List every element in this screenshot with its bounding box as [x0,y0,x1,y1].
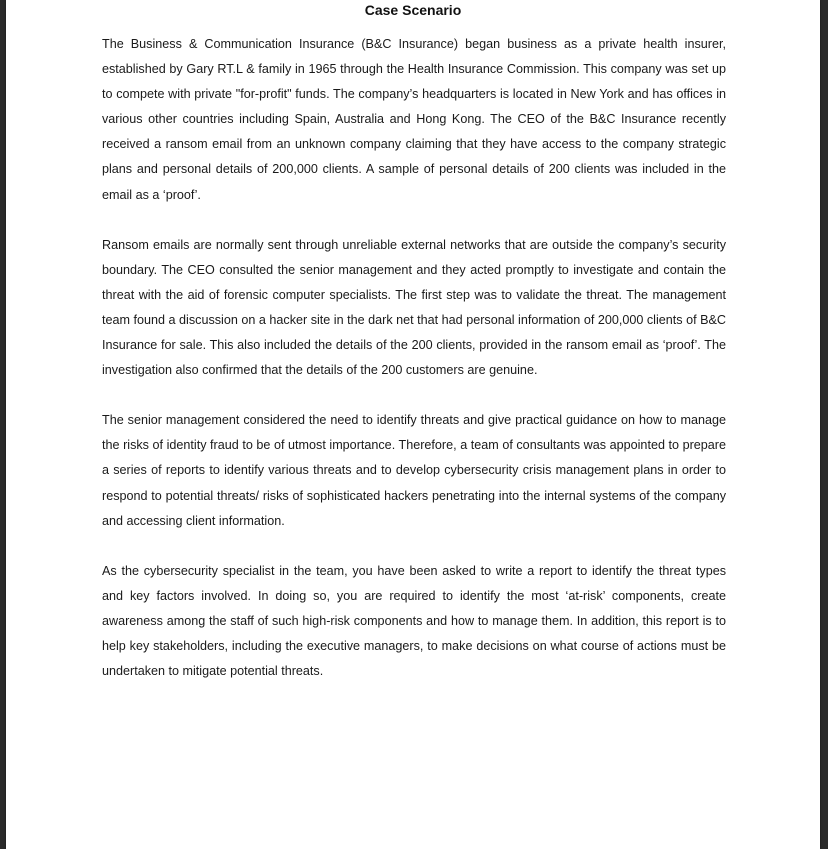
document-page [6,0,820,849]
document-title: Case Scenario [364,2,462,18]
paragraph-threat-investigation: Ransom emails are normally sent through unreliable external networks that are outside the company’s security boundary. The CEO consulted the senior management and they acted promptly to investigate and contain the threat with the aid of forensic computer specialists. The first step was to validate the threat. The management team found a discussion on a hacker site in the dark net that had personal information of 200,000 clients of B&C Insurance for sale. This also included the details of the 200 clients, provided in the ransom email as ‘proof’. The investigation also confirmed that the details of the 200 customers are genuine. [102,237,726,378]
document-body [102,32,726,709]
paragraph-company-background: The Business & Communication Insurance (B&C Insurance) began business as a private health insurer, established by Gary RT.L & family in 1965 through the Health Insurance Commission. This company was set up to compete with private "for-profit" funds. The company’s headquarters is located in New York and has offices in various other countries including Spain, Australia and Hong Kong. The CEO of the B&C Insurance recently received a ransom email from an unknown company claiming that they have access to the company strategic plans and personal details of 200,000 clients. A sample of personal details of 200 clients was included in the email as a ‘proof’. [102,37,726,202]
paragraph-assignment: As the cybersecurity specialist in the team, you have been asked to write a report to identify the threat types and key factors involved. In doing so, you are required to identify the most ‘at-risk’ components, create awareness among the staff of such high-risk components and how to manage them. In addition, this report is to help key stakeholders, including the executive managers, to make decisions on what course of actions must be undertaken to mitigate potential threats. [102,563,726,679]
paragraph-consultant-team: The senior management considered the need to identify threats and give practical guidance on how to manage the risks of identity fraud to be of utmost importance. Therefore, a team of consultants was appointed to prepare a series of reports to identify various threats and to develop cybersecurity crisis management plans in order to respond to potential threats/ risks of sophisticated hackers penetrating into the internal systems of the company and accessing client information. [102,413,726,528]
